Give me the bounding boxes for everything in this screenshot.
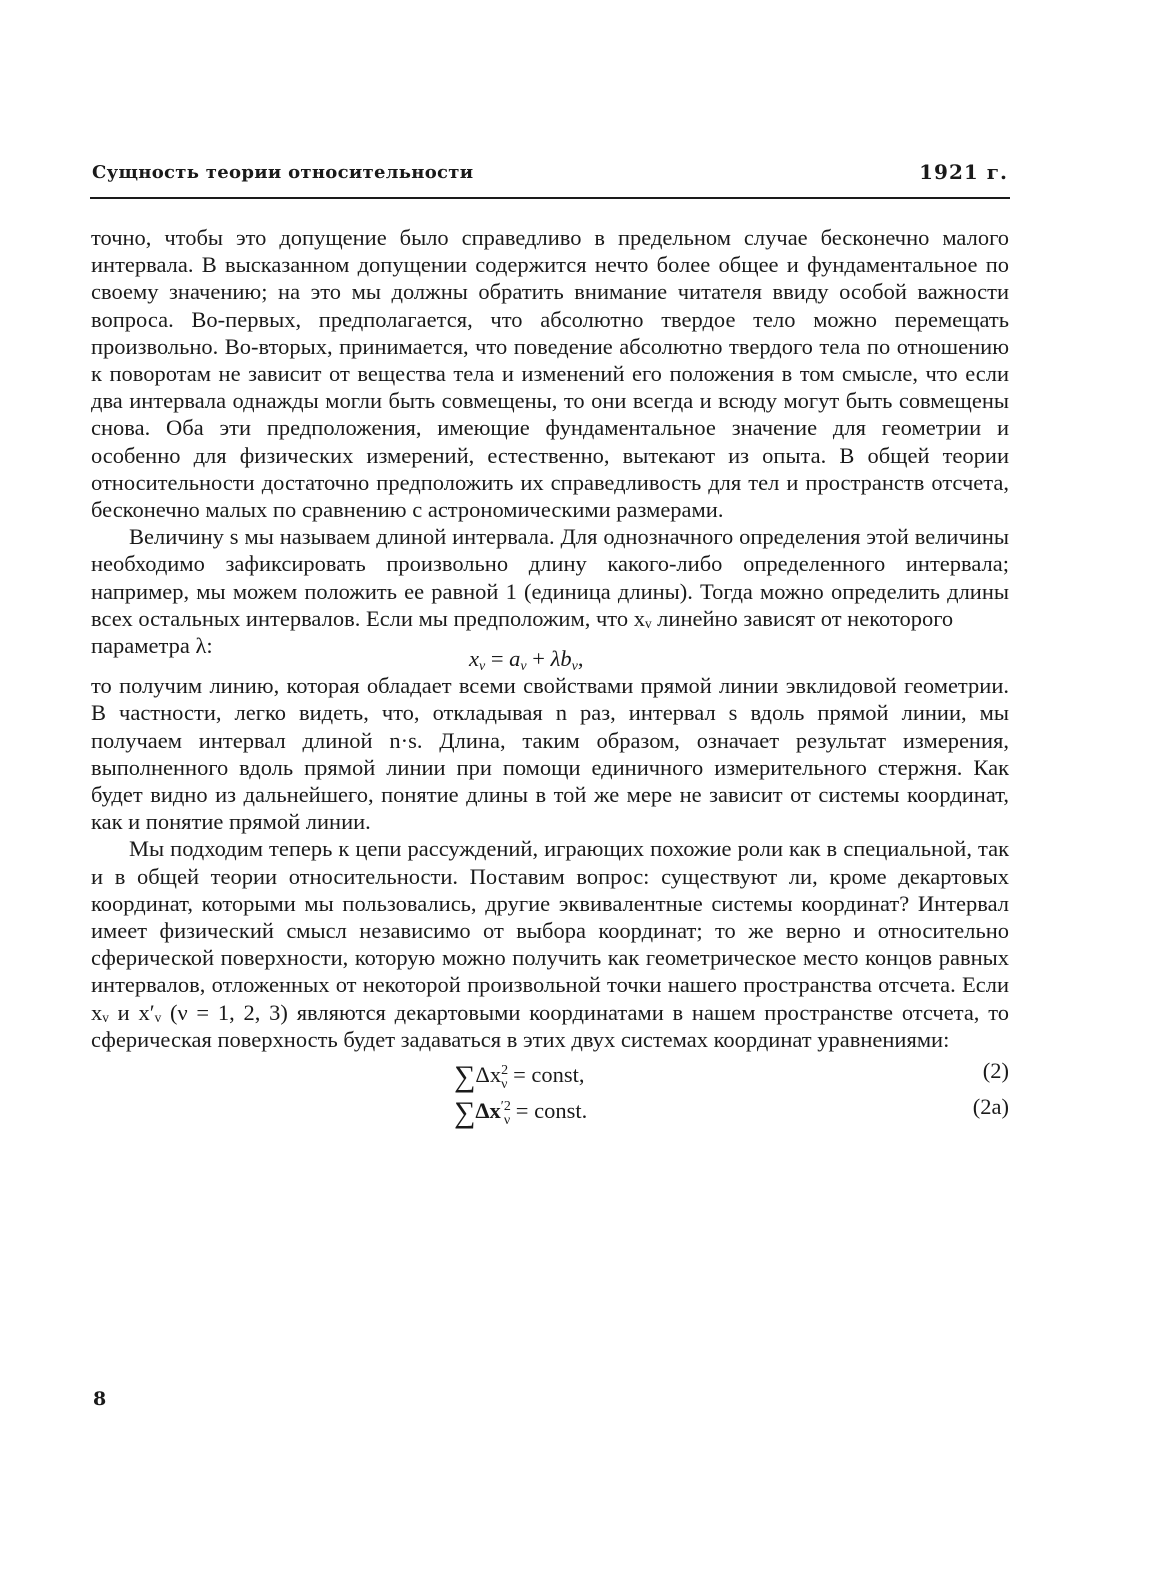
- paragraph-2: Величину s мы называем длиной интервала. Для однозначного определения этой величины необходимо зафиксировать произвольно длину какого-либо определенного интервала; например, мы можем положить ее равной 1 (единица длины). Тогда можно определить длины всех остальных интервалов. Если мы предположим, что xᵥ линейно зависят от некоторого: [91, 524, 1009, 631]
- header-rule: [90, 197, 1010, 199]
- equation-2a-expression: [454, 1093, 587, 1134]
- paragraph-4: Мы подходим теперь к цепи рассуждений, играющих похожие роли как в специальной, так и в общей теории относительности. Поставим вопрос: существуют ли, кроме декартовых координат, которыми мы пользовались, другие эквивалентные системы координат? Интервал имеет физический смысл независимо от выбора координат; то же верно и относительно сферической поверхности, которую можно получить как геометрическое место концов равных интервалов, отложенных от некоторой произвольной точки нашего пространства отсчета. Если xᵥ и x′ᵥ (ν = 1, 2, 3) являются декартовыми координатами в нашем пространстве отсчета, то сферическая поверхность будет задаваться в этих двух системах координат уравнениями:: [91, 836, 1009, 1052]
- page-header: [92, 158, 1008, 186]
- parameter-line: [91, 632, 1009, 675]
- equation-2a-sub: ν: [503, 1113, 511, 1129]
- equation-2-rhs: = const,: [507, 1062, 585, 1088]
- formula-lambda-b: λb: [550, 646, 572, 672]
- linear-formula: [469, 645, 583, 680]
- equation-2a-rhs: = const.: [510, 1098, 588, 1124]
- running-year: 1921 г.: [919, 160, 1008, 184]
- formula-equals: =: [485, 646, 510, 672]
- equation-2a-body: Δx: [475, 1098, 501, 1124]
- page-number: 8: [93, 1388, 107, 1410]
- sigma-symbol: ∑: [454, 1060, 476, 1094]
- equation-2-number: (2): [982, 1058, 1009, 1084]
- equation-2a: [91, 1089, 1009, 1130]
- equation-2a-number: (2a): [972, 1094, 1009, 1120]
- formula-a-sub: ν: [520, 659, 527, 675]
- equation-2-sub: ν: [501, 1077, 508, 1093]
- formula-plus: +: [526, 646, 551, 672]
- sigma-symbol: ∑: [454, 1096, 476, 1130]
- formula-a: a: [509, 646, 521, 672]
- paragraph-3: то получим линию, которая обладает всеми свойствами прямой линии эвклидовой геометрии. В частности, легко видеть, что, откладывая n раз, интервал s вдоль прямой линии, мы получаем интервал длиной n·s. Длина, таким образом, означает результат измерения, выполненного вдоль прямой линии при помощи единичного измерительного стержня. Как будет видно из дальнейшего, понятие длины в той же мере не зависит от системы координат, как и понятие прямой линии.: [91, 673, 1009, 835]
- equation-2-body: Δx: [475, 1062, 502, 1088]
- body-text: [91, 224, 1009, 1130]
- equation-2a-sup: ′2: [500, 1099, 511, 1115]
- formula-x: x: [469, 646, 479, 672]
- equation-2: [91, 1053, 1009, 1094]
- running-title: Сущность теории относительности: [92, 162, 474, 183]
- formula-x-sub: ν: [479, 659, 486, 675]
- formula-end: ,: [577, 646, 584, 672]
- equation-2-sup: 2: [501, 1063, 509, 1079]
- formula-b-sub: ν: [571, 659, 578, 675]
- paragraph-1: точно, чтобы это допущение было справедливо в предельном случае бесконечно малого интервала. В высказанном допущении содержится нечто более общее и фундаментальное по своему значению; на это мы должны обратить внимание читателя ввиду особой важности вопроса. Во-первых, предполагается, что абсолютно твердое тело можно перемещать произвольно. Во-вторых, принимается, что поведение абсолютно твердого тела по отношению к поворотам не зависит от вещества тела и изменений его положения в том смысле, что если два интервала однажды могли быть совмещены, то они всегда и всюду могут быть совмещены снова. Оба эти предположения, имеющие фундаментальное значение для геометрии и особенно для физических измерений, естественно, вытекают из опыта. В общей теории относительности достаточно предположить их справедливость для тел и пространств отсчета, бесконечно малых по сравнению с астрономическими размерами.: [91, 225, 1009, 523]
- parameter-label: параметра λ:: [91, 633, 213, 659]
